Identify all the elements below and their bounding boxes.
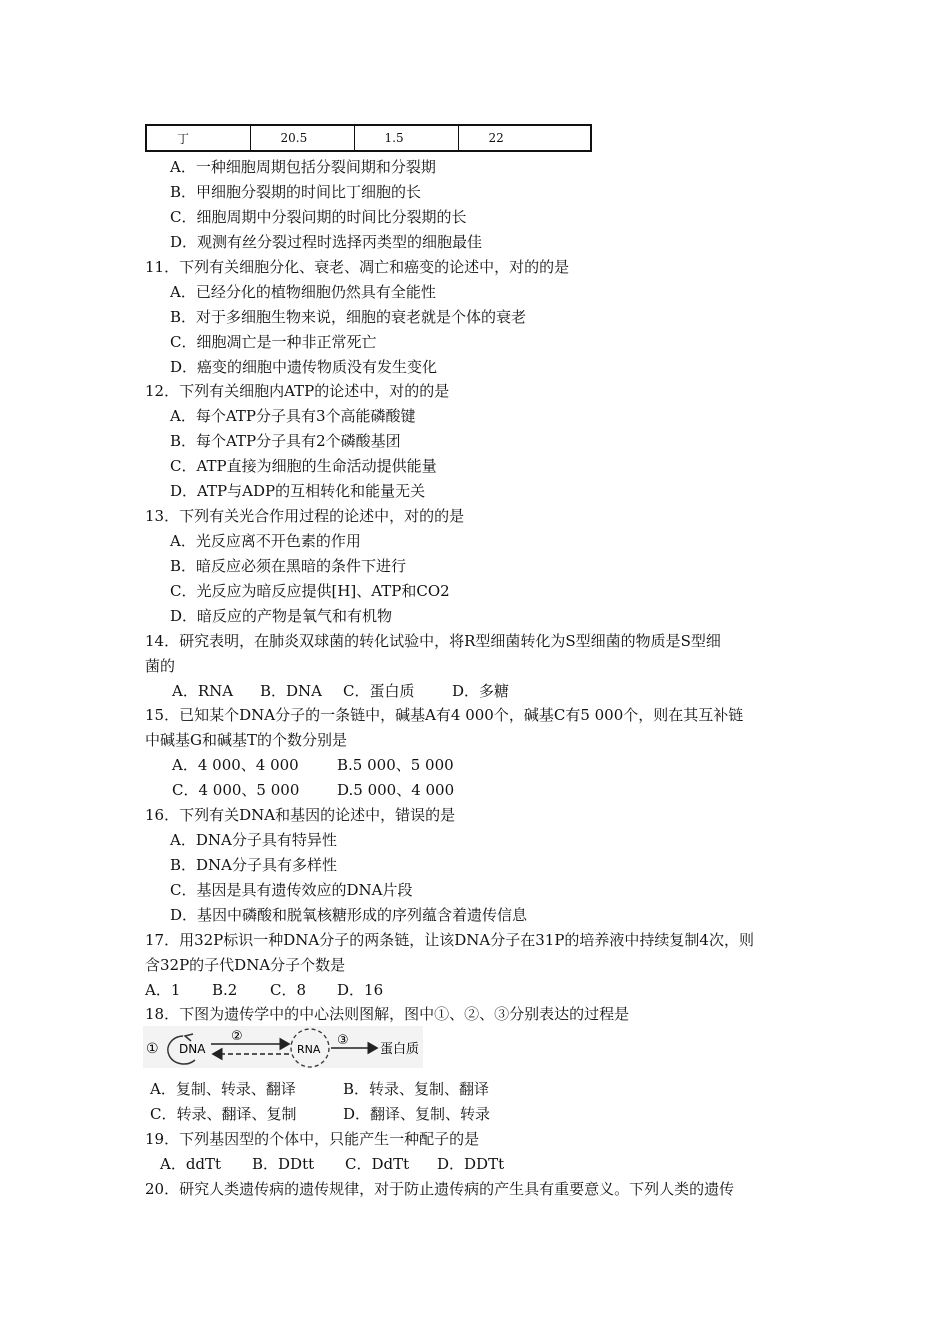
label-circle-2: ② [231, 1029, 243, 1044]
q19-option-d: D．DDTt [437, 1155, 505, 1173]
q12-stem: 12．下列有关细胞内ATP的论述中，对的的是 [145, 382, 450, 400]
q12-option-a: A．每个ATP分子具有3个高能磷酸键 [170, 407, 416, 425]
q17-option-d: D．16 [337, 981, 384, 999]
q16-option-b: B．DNA分子具有多样性 [170, 856, 338, 874]
q15-options-row1 [0, 756, 950, 774]
label-rna: RNA [297, 1043, 321, 1056]
q10-option-a: A．一种细胞周期包括分裂间期和分裂期 [170, 158, 436, 176]
q15-option-d: D.5 000、4 000 [337, 781, 455, 799]
q16-stem: 16．下列有关DNA和基因的论述中，错误的是 [145, 806, 456, 824]
table-cell: 1.5 [354, 125, 458, 151]
q15-option-b: B.5 000、5 000 [337, 756, 454, 774]
q16-option-c: C．基因是具有遗传效应的DNA片段 [170, 881, 413, 899]
q10-option-c: C．细胞周期中分裂问期的时间比分裂期的长 [170, 208, 467, 226]
q17-stem: 17．用32P标识一种DNA分子的两条链，让该DNA分子在31P的培养液中持续复制4次，则 [145, 931, 754, 949]
q11-option-a: A．已经分化的植物细胞仍然具有全能性 [170, 283, 436, 301]
q14-option-d: D．多糖 [452, 682, 510, 700]
label-dna: DNA [179, 1042, 206, 1056]
q18-options-row1 [0, 1080, 950, 1098]
q12-option-d: D．ATP与ADP的互相转化和能量无关 [170, 482, 426, 500]
central-dogma-svg [143, 1026, 423, 1068]
q19-stem: 19．下列基因型的个体中，只能产生一种配子的是 [145, 1130, 480, 1148]
label-circle-1: ① [146, 1041, 159, 1057]
q19-options [0, 1155, 950, 1173]
table-row [146, 125, 591, 151]
q15-option-a: A．4 000、4 000 [172, 756, 299, 774]
q13-stem: 13．下列有关光合作用过程的论述中，对的的是 [145, 507, 465, 525]
label-protein: 蛋白质 [380, 1042, 420, 1057]
q18-option-a: A．复制、转录、翻译 [150, 1080, 296, 1098]
q14-option-a: A．RNA [172, 682, 234, 700]
q19-option-c: C．DdTt [345, 1155, 410, 1173]
q13-option-b: B．暗反应必须在黑暗的条件下进行 [170, 557, 407, 575]
table-cell: 20.5 [250, 125, 354, 151]
q11-option-b: B．对于多细胞生物来说，细胞的衰老就是个体的衰老 [170, 308, 527, 326]
q10-option-b: B．甲细胞分裂期的时间比丁细胞的长 [170, 183, 422, 201]
replication-arrowhead [185, 1034, 193, 1041]
q12-option-c: C．ATP直接为细胞的生命活动提供能量 [170, 457, 437, 475]
label-circle-3: ③ [337, 1033, 349, 1048]
q19-option-a: A．ddTt [160, 1155, 222, 1173]
q18-stem: 18．下图为遗传学中的中心法则图解，图中①、②、③分别表达的过程是 [145, 1005, 630, 1023]
q11-option-d: D．癌变的细胞中遗传物质没有发生变化 [170, 358, 438, 376]
q18-option-d: D．翻译、复制、转录 [343, 1105, 491, 1123]
q14-stem: 14．研究表明，在肺炎双球菌的转化试验中，将R型细菌转化为S型细菌的物质是S型细 [145, 632, 721, 650]
q17-option-b: B.2 [212, 981, 238, 999]
q14-option-c: C．蛋白质 [343, 682, 415, 700]
q10-option-d: D．观测有丝分裂过程时选择丙类型的细胞最佳 [170, 233, 483, 251]
table-cell: 22 [458, 125, 591, 151]
cell-cycle-table [145, 124, 592, 152]
q17-option-a: A．1 [145, 981, 181, 999]
q15-stem: 15．已知某个DNA分子的一条链中，碱基A有4 000个，碱基C有5 000个，则在其互补链 [145, 706, 744, 724]
q13-option-d: D．暗反应的产物是氧气和有机物 [170, 607, 393, 625]
central-dogma-diagram [143, 1026, 423, 1068]
q11-stem: 11．下列有关细胞分化、衰老、凋亡和癌变的论述中，对的的是 [145, 258, 570, 276]
q15-option-c: C．4 000、5 000 [172, 781, 300, 799]
q14-stem-continued: 菌的 [145, 657, 176, 675]
q20-stem: 20．研究人类遗传病的遗传规律，对于防止遗传病的产生具有重要意义。下列人类的遗传 [145, 1180, 735, 1198]
table-cell: 丁 [146, 125, 250, 151]
q17-option-c: C．8 [270, 981, 307, 999]
q14-option-b: B．DNA [260, 682, 323, 700]
q12-option-b: B．每个ATP分子具有2个磷酸基团 [170, 432, 401, 450]
q16-option-a: A．DNA分子具有特异性 [170, 831, 337, 849]
q17-options [0, 981, 950, 999]
q17-stem-continued: 含32P的子代DNA分子个数是 [145, 956, 346, 974]
q16-option-d: D．基因中磷酸和脱氧核糖形成的序列蕴含着遗传信息 [170, 906, 528, 924]
q11-option-c: C．细胞凋亡是一种非正常死亡 [170, 333, 377, 351]
q18-options-row2 [0, 1105, 950, 1123]
q15-stem-continued: 中碱基G和碱基T的个数分别是 [145, 731, 347, 749]
q15-options-row2 [0, 781, 950, 799]
q18-option-c: C．转录、翻译、复制 [150, 1105, 297, 1123]
q13-option-c: C．光反应为暗反应提供[H]、ATP和CO2 [170, 582, 450, 600]
q18-option-b: B．转录、复制、翻译 [343, 1080, 490, 1098]
q13-option-a: A．光反应离不开色素的作用 [170, 532, 361, 550]
q19-option-b: B．DDtt [252, 1155, 315, 1173]
q14-options [0, 682, 950, 700]
